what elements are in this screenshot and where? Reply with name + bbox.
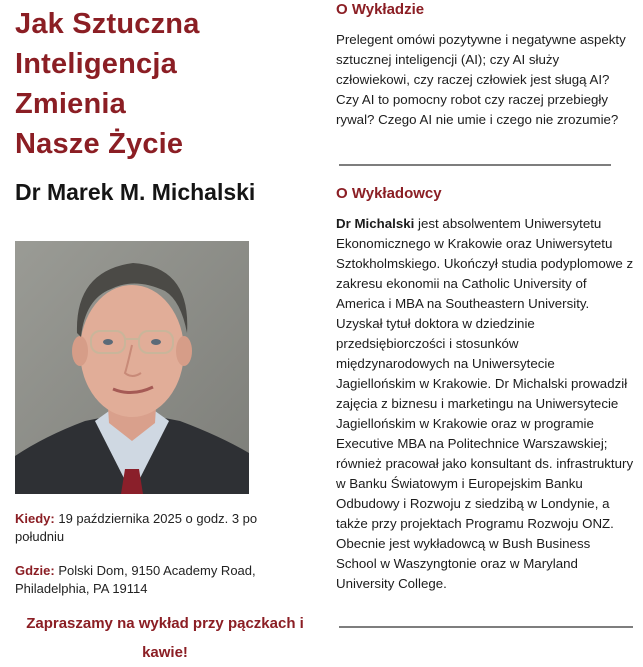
about-lecture-heading: O Wykładzie	[336, 1, 425, 18]
where-value: Polski Dom, 9150 Academy Road, Philadelphia, PA 19114	[15, 563, 256, 596]
event-title	[15, 4, 315, 164]
speaker-bio: jest absolwentem Uniwersytetu Ekonomicznego w Krakowie oraz Uniwersytetu Sztokholmskiego. Ukończył studia podyplomowe z zakresu ekonomii na Catholic University of America i MBA na Southeastern University. Uzyskał tytuł doktora w dziedzinie przedsiębiorczości i stosunków międzynarodowych na Uniwersytecie Jagiellońskim w Krakowie. Dr Michalski prowadził zajęcia z biznesu i marketingu na Uniwersytecie Jagiellońskim w Krakowie oraz w programie Executive MBA na Politechnice Warszawskiej; również pracował jako konsultant ds. infrastruktury w Banku Światowym i Europejskim Banku Odbudowy i Rozwoju z siedzibą w Londynie, a także przy projektach Programu Rozwoju ONZ. Obecnie jest wykładowcą w Bush Business School w Waszyngtonie oraz w Maryland University College.	[336, 216, 634, 591]
speaker-photo	[15, 241, 249, 494]
about-lecture-text: Prelegent omówi pozytywne i negatywne aspekty sztucznej inteligencji (AI); czy AI służy człowiekowi, czy raczej człowiek jest sługą AI? Czy AI to pomocny robot czy raczej przebiegły rywal? Czego AI nie umie i czego nie zrozumie?	[336, 32, 626, 127]
event-when	[15, 510, 295, 546]
about-speaker-text	[336, 214, 634, 594]
title-line: Zmienia	[15, 88, 126, 120]
section-divider	[339, 626, 633, 628]
when-value: 19 października 2025 o godz. 3 po południu	[15, 511, 258, 544]
event-column	[15, 0, 315, 661]
speaker-name: Dr Marek M. Michalski	[15, 179, 256, 205]
invitation-text: Zapraszamy na wykład przy pączkach i kawie!	[26, 615, 304, 661]
title-line: Inteligencja	[15, 48, 177, 80]
about-speaker-heading: O Wykładowcy	[336, 185, 442, 202]
speaker-bold-name: Dr Michalski	[336, 216, 415, 231]
portrait-illustration	[15, 241, 249, 494]
when-label: Kiedy:	[15, 511, 55, 526]
section-divider	[339, 164, 611, 166]
event-where	[15, 562, 295, 598]
title-line: Jak Sztuczna	[15, 8, 200, 40]
title-line: Nasze Życie	[15, 128, 184, 160]
where-label: Gdzie:	[15, 563, 55, 578]
